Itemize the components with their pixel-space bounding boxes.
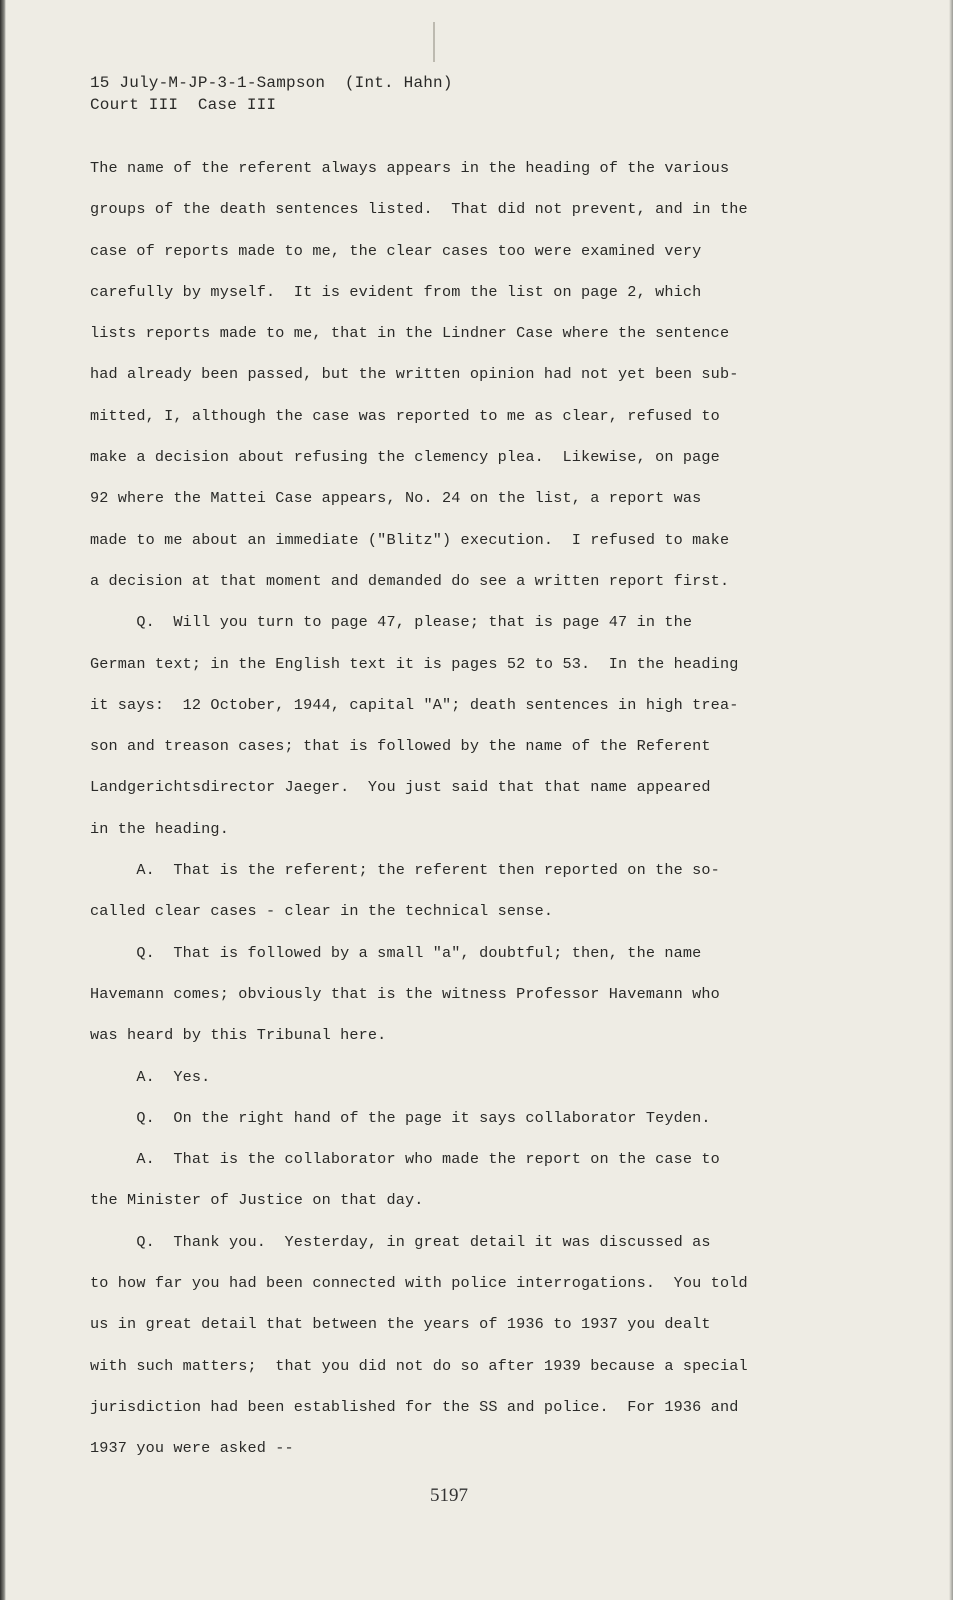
transcript-line: lists reports made to me, that in the Lindner Case where the sentence [90,324,730,343]
transcript-line: with such matters; that you did not do so after 1939 because a special [90,1356,748,1375]
transcript-line: it says: 12 October, 1944, capital "A"; death sentences in high trea- [90,695,739,714]
transcript-line: 1937 you were asked -- [90,1439,294,1458]
transcript-line: to how far you had been connected with police interrogations. You told [90,1274,748,1293]
transcript-line: A. That is the referent; the referent then reported on the so- [90,861,720,880]
transcript-line: The name of the referent always appears in the heading of the various [90,159,730,177]
transcript-line: called clear cases - clear in the technical sense. [90,902,554,921]
transcript-line: 92 where the Mattei Case appears, No. 24 on the list, a report was [90,489,702,508]
transcript-line: Landgerichtsdirector Jaeger. You just said that that name appeared [90,778,711,797]
transcript-line: groups of the death sentences listed. That did not prevent, and in the [90,200,748,219]
transcript-line: A. That is the collaborator who made the report on the case to [90,1150,720,1169]
transcript-line: make a decision about refusing the clemency plea. Likewise, on page [90,448,720,467]
transcript-line: was heard by this Tribunal here. [90,1026,387,1045]
transcript-line: carefully by myself. It is evident from the list on page 2, which [90,282,702,301]
transcript-line: German text; in the English text it is pages 52 to 53. In the heading [90,654,739,673]
transcript-line: jurisdiction had been established for the SS and police. For 1936 and [90,1397,739,1416]
header-court-line: Court III Case III [90,96,277,114]
transcript-line: mitted, I, although the case was reported to me as clear, refused to [90,406,720,425]
transcript-line: Havemann comes; obviously that is the witness Professor Havemann who [90,984,720,1003]
page-number: 5197 [430,1485,468,1506]
transcript-line: Q. That is followed by a small "a", doubtful; then, the name [90,943,702,962]
transcript-body [90,148,850,1470]
transcript-line: us in great detail that between the years of 1936 to 1937 you dealt [90,1315,711,1334]
transcript-line: A. Yes. [90,1067,211,1086]
transcript-line: case of reports made to me, the clear cases too were examined very [90,241,702,260]
header-reference-line: 15 July-M-JP-3-1-Sampson (Int. Hahn) [90,74,453,92]
transcript-line: in the heading. [90,819,229,838]
transcript-line: Q. On the right hand of the page it says collaborator Teyden. [90,1108,711,1127]
paper-mark [433,22,435,62]
transcript-line: the Minister of Justice on that day. [90,1191,424,1210]
transcript-line: Q. Will you turn to page 47, please; that is page 47 in the [90,613,693,632]
transcript-line: made to me about an immediate ("Blitz") execution. I refused to make [90,530,730,549]
transcript-line: son and treason cases; that is followed by the name of the Referent [90,737,711,756]
transcript-line: a decision at that moment and demanded do see a written report first. [90,571,730,590]
transcript-line: Q. Thank you. Yesterday, in great detail it was discussed as [90,1232,711,1251]
document-header [90,72,453,116]
transcript-line: had already been passed, but the written opinion had not yet been sub- [90,365,739,384]
